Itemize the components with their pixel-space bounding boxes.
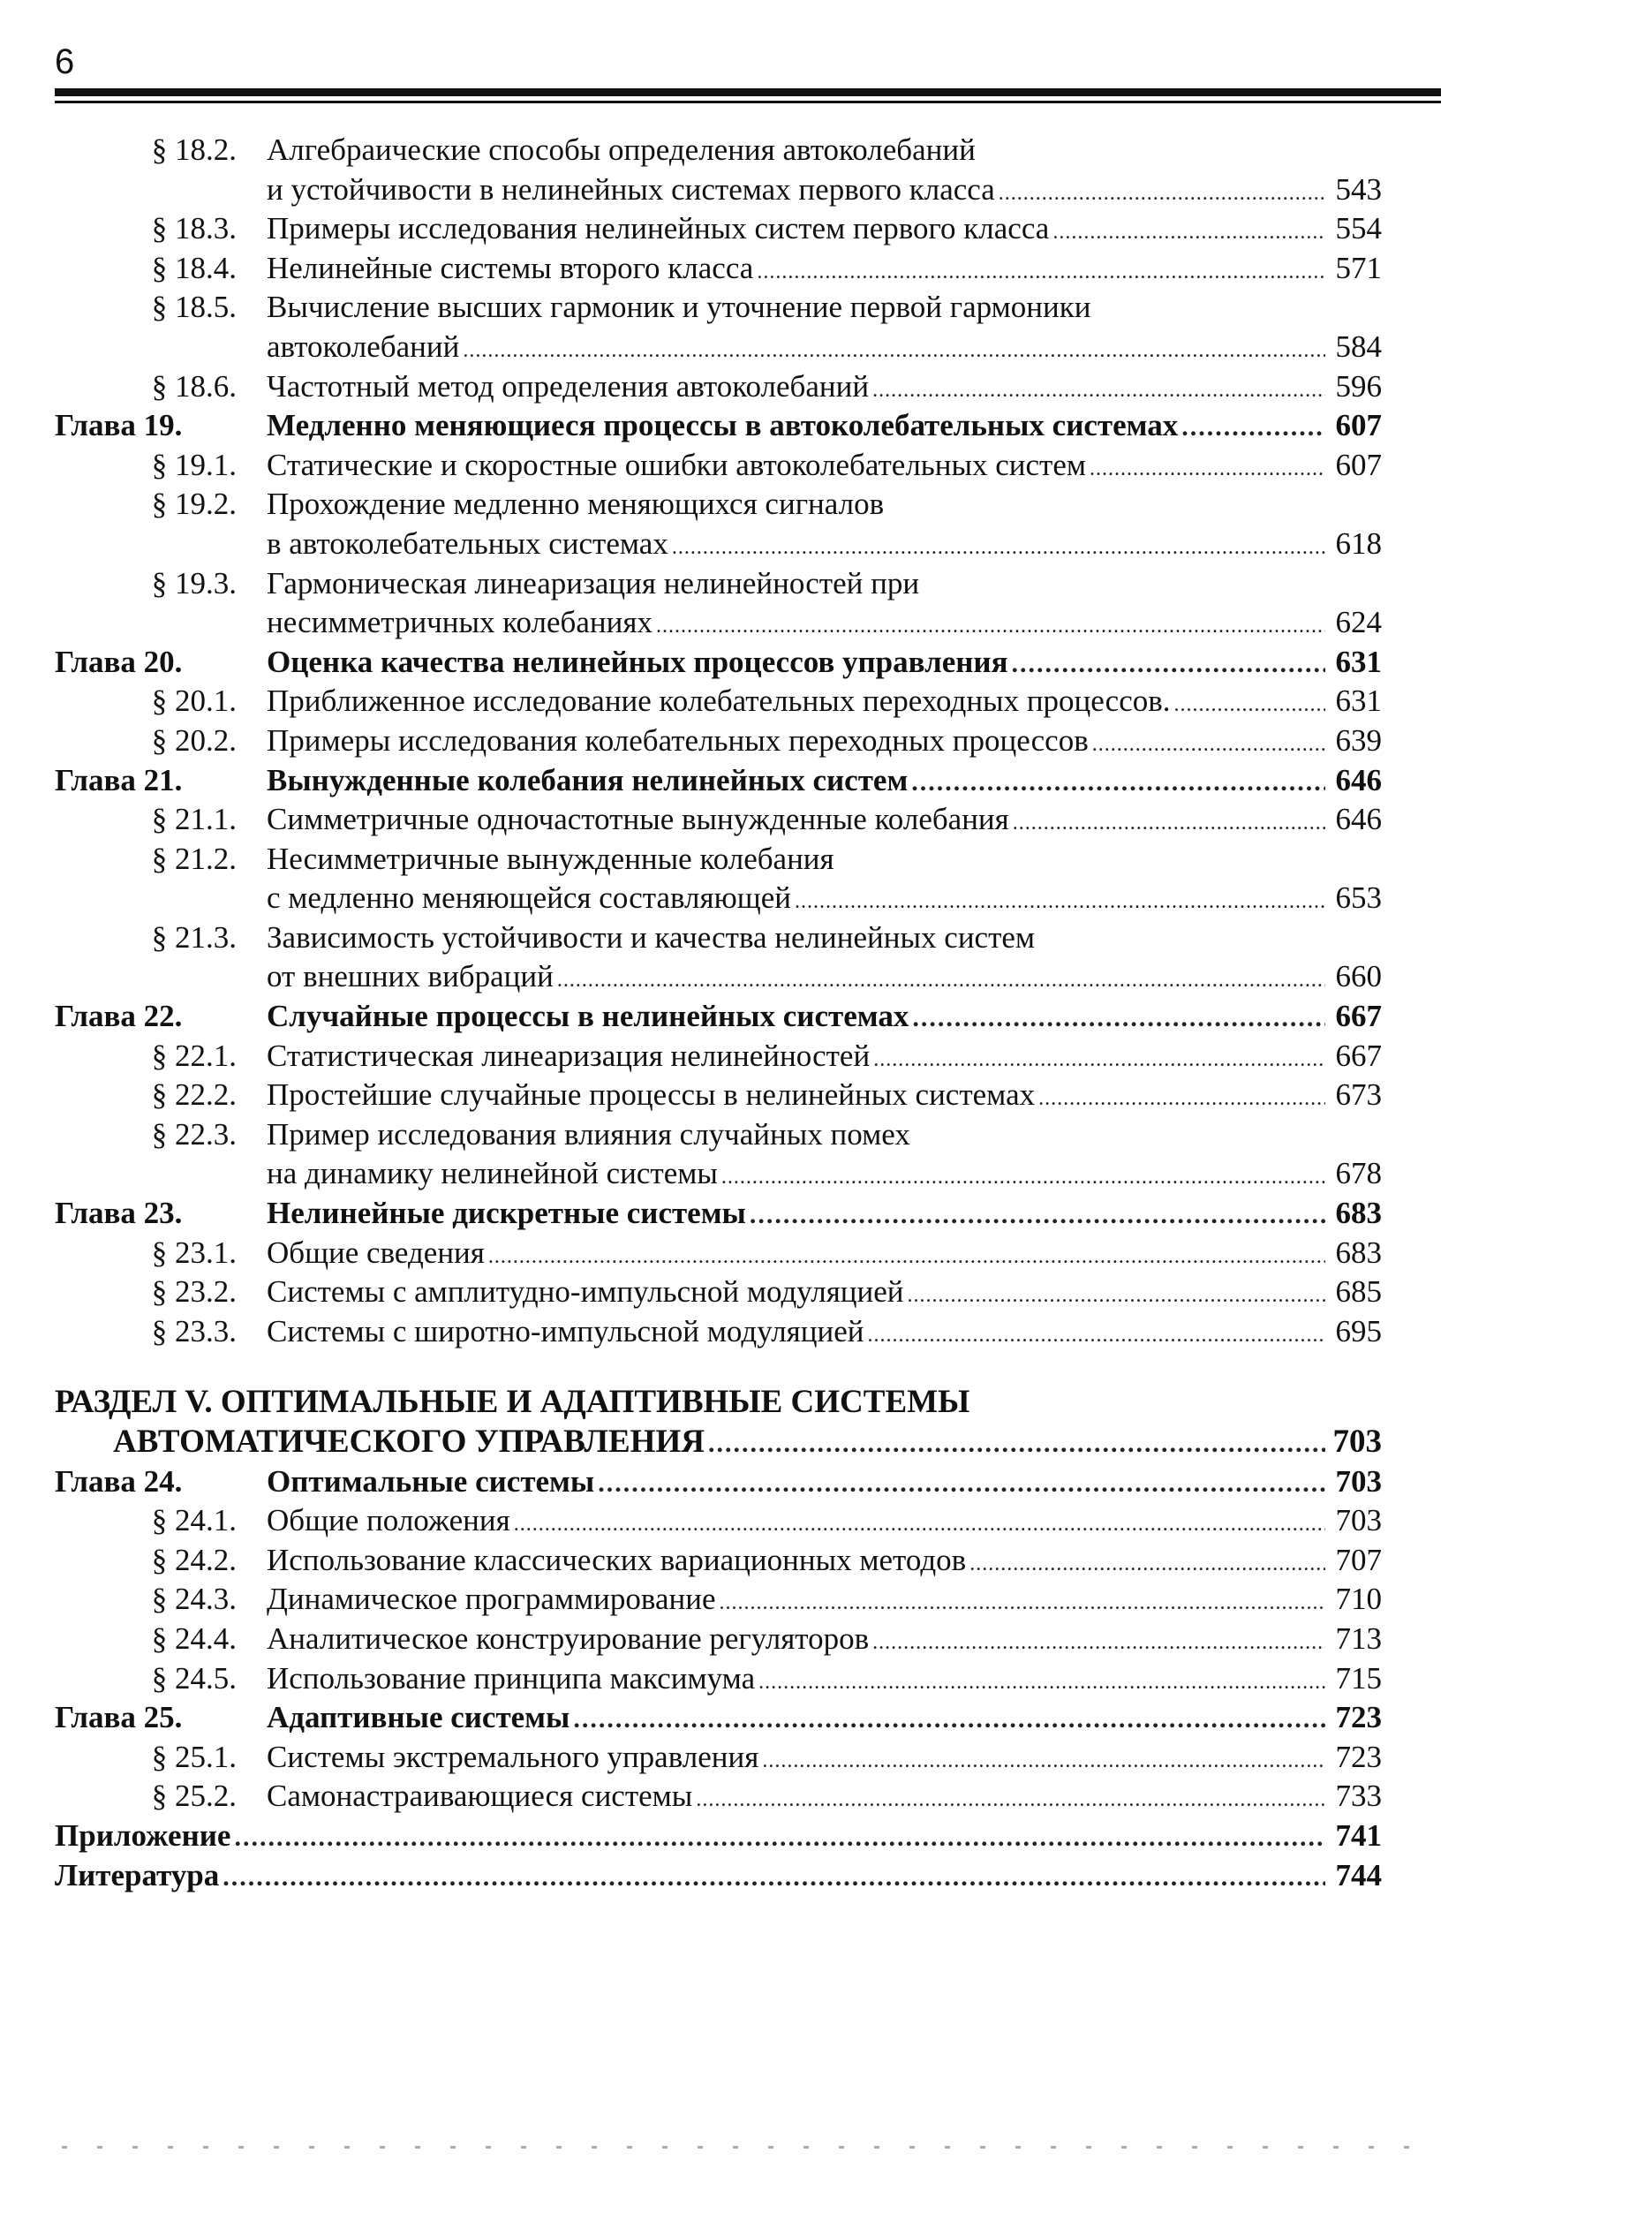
section-number: § 24.3.	[151, 1582, 237, 1617]
scan-noise-line	[62, 2146, 1439, 2149]
section-title: несимметричных колебаниях	[267, 605, 653, 640]
chapter-entry[interactable]	[55, 643, 1382, 683]
toc-entry-line[interactable]	[55, 1659, 1382, 1699]
dot-leader	[969, 1545, 1325, 1584]
section-title: Статистическая линеаризация нелинейностей	[267, 1038, 871, 1073]
section-title: на динамику нелинейной системы	[267, 1156, 718, 1191]
section-number: § 18.5.	[151, 290, 237, 325]
section-title: Использование классических вариационных методов	[267, 1542, 967, 1577]
section-title: и устойчивости в нелинейных системах первого класса	[267, 171, 995, 207]
toc-entry-line[interactable]	[55, 170, 1382, 210]
section-number: § 22.2.	[151, 1077, 237, 1113]
page-ref: 607	[1335, 408, 1382, 443]
dot-leader	[719, 1583, 1325, 1623]
dot-leader	[1013, 804, 1325, 843]
dot-leader	[1012, 645, 1325, 684]
toc-entry-line[interactable]	[55, 1777, 1382, 1817]
section-title: Общие сведения	[267, 1235, 485, 1270]
section-number: § 25.2.	[151, 1779, 237, 1814]
toc-entry-line[interactable]	[55, 485, 1382, 525]
page-ref: 646	[1335, 802, 1382, 837]
toc-entry-line[interactable]	[55, 1037, 1382, 1076]
dot-leader	[708, 1424, 1325, 1464]
page-ref: 703	[1335, 1463, 1382, 1499]
chapter-number: Глава 24.	[55, 1463, 183, 1499]
page-ref: 744	[1335, 1857, 1382, 1892]
dot-leader	[758, 1663, 1325, 1703]
page-ref: 703	[1332, 1424, 1382, 1460]
section-title: Зависимость устойчивости и качества нелинейных систем	[267, 919, 1036, 955]
section-number: § 24.4.	[151, 1620, 237, 1656]
section-number: § 24.1.	[151, 1503, 237, 1538]
chapter-number: Глава 22.	[55, 999, 183, 1034]
dot-leader	[1038, 1079, 1325, 1119]
dot-leader	[223, 1858, 1325, 1898]
toc-entry-line[interactable]	[55, 328, 1382, 367]
dot-leader	[757, 253, 1325, 292]
chapter-title: Медленно меняющиеся процессы в автоколебательных системах	[267, 408, 1179, 443]
toc-entry-line[interactable]	[55, 1234, 1382, 1273]
section-number: § 23.2.	[151, 1274, 237, 1310]
section-title: Системы с широтно-импульсной модуляцией	[267, 1313, 864, 1348]
page-ref: 646	[1335, 762, 1382, 797]
literature-entry[interactable]	[55, 1856, 1382, 1896]
dot-leader	[514, 1505, 1325, 1545]
dot-leader	[750, 1196, 1325, 1235]
dot-leader	[573, 1700, 1325, 1740]
chapter-entry[interactable]	[55, 406, 1382, 446]
chapter-title: Вынужденные колебания нелинейных систем	[267, 762, 909, 797]
page-ref: 703	[1335, 1503, 1382, 1538]
section-number: § 21.1.	[151, 802, 237, 837]
section-number: § 18.2.	[151, 132, 237, 167]
chapter-title: Адаптивные системы	[267, 1700, 570, 1735]
chapter-title: Оптимальные системы	[267, 1463, 595, 1499]
section-number: § 24.5.	[151, 1660, 237, 1696]
section-number: § 24.2.	[151, 1542, 237, 1577]
section-title: автоколебаний	[267, 329, 460, 364]
dot-leader	[873, 1040, 1325, 1080]
page-ref: 673	[1335, 1077, 1382, 1113]
chapter-title: Оценка качества нелинейных процессов управления	[267, 644, 1008, 679]
dot-leader	[672, 528, 1325, 568]
section-number: § 21.2.	[151, 841, 237, 876]
section-title: Несимметричные вынужденные колебания	[267, 841, 834, 876]
section-title: Статические и скоростные ошибки автоколебательных систем	[267, 447, 1087, 482]
toc-entry-line[interactable]	[55, 564, 1382, 604]
section-title: Примеры исследования нелинейных систем первого класса	[267, 211, 1050, 246]
page-ref: 660	[1335, 959, 1382, 994]
chapter-number: Глава 23.	[55, 1196, 183, 1231]
page-ref: 695	[1335, 1313, 1382, 1348]
page-ref: 618	[1335, 525, 1382, 561]
section-title: Примеры исследования колебательных переходных процессов	[267, 722, 1089, 758]
page-ref: 723	[1335, 1700, 1382, 1735]
page-ref: 723	[1335, 1739, 1382, 1774]
dot-leader	[557, 961, 1325, 1001]
dot-leader	[867, 1316, 1325, 1356]
dot-leader	[872, 1623, 1325, 1663]
part-title-line-2[interactable]	[55, 1423, 1382, 1462]
page-ref: 653	[1335, 880, 1382, 916]
section-number: § 23.1.	[151, 1235, 237, 1270]
toc-entry-line[interactable]	[55, 1273, 1382, 1312]
page-ref: 607	[1335, 447, 1382, 482]
spacer	[55, 1351, 1382, 1383]
section-number: § 19.1.	[151, 447, 237, 482]
page-ref: 639	[1335, 722, 1382, 758]
page-ref: 710	[1335, 1582, 1382, 1617]
dot-leader	[488, 1237, 1325, 1277]
page-ref: 554	[1335, 211, 1382, 246]
section-title: Системы с амплитудно-импульсной модуляцией	[267, 1274, 904, 1310]
toc-entry-line[interactable]	[55, 603, 1382, 643]
section-number: § 19.2.	[151, 487, 237, 522]
section-title: Гармоническая линеаризация нелинейностей при	[267, 565, 920, 601]
dot-leader	[721, 1158, 1325, 1197]
toc-entry-line[interactable]	[55, 800, 1382, 840]
page-ref: 707	[1335, 1542, 1382, 1577]
toc-entry-line[interactable]	[55, 840, 1382, 880]
section-title: Алгебраические способы определения автоколебаний	[267, 132, 976, 167]
section-number: § 22.3.	[151, 1116, 237, 1152]
dot-leader	[234, 1818, 1325, 1858]
chapter-number: Глава 25.	[55, 1700, 183, 1735]
toc-entry-line[interactable]	[55, 131, 1382, 170]
page-number: 6	[55, 42, 75, 81]
dot-leader	[656, 607, 1325, 646]
section-number: § 18.4.	[151, 250, 237, 285]
section-title: от внешних вибраций	[267, 959, 554, 994]
section-number: § 25.1.	[151, 1739, 237, 1774]
section-title: Простейшие случайные процессы в нелинейных системах	[267, 1077, 1036, 1113]
header-rule-thick	[55, 88, 1441, 96]
toc-entry-line[interactable]	[55, 1620, 1382, 1659]
dot-leader	[911, 763, 1325, 803]
chapter-entry[interactable]	[55, 761, 1382, 801]
chapter-entry[interactable]	[55, 1698, 1382, 1738]
chapter-number: Глава 21.	[55, 762, 183, 797]
chapter-entry[interactable]	[55, 1194, 1382, 1234]
toc-entry-line[interactable]	[55, 1541, 1382, 1581]
chapter-title: Случайные процессы в нелинейных системах	[267, 999, 909, 1034]
section-number: § 21.3.	[151, 919, 237, 955]
part-title: РАЗДЕЛ V. ОПТИМАЛЬНЫЕ И АДАПТИВНЫЕ СИСТЕМЫ	[55, 1384, 970, 1421]
toc-entry-line[interactable]	[55, 1580, 1382, 1620]
section-number: § 20.1.	[151, 684, 237, 719]
section-title: Частотный метод определения автоколебаний	[267, 368, 870, 404]
toc-entry-line[interactable]	[55, 525, 1382, 564]
chapter-title: Нелинейные дискретные системы	[267, 1196, 746, 1231]
section-title: Динамическое программирование	[267, 1582, 716, 1617]
chapter-number: Глава 20.	[55, 644, 183, 679]
toc-entry-line[interactable]	[55, 1115, 1382, 1155]
toc-entry-line[interactable]	[55, 1076, 1382, 1115]
dot-leader	[912, 999, 1325, 1039]
section-number: § 18.3.	[151, 211, 237, 246]
section-title: Общие положения	[267, 1503, 510, 1538]
toc-entry-line[interactable]	[55, 367, 1382, 407]
toc-entry-line[interactable]	[55, 1738, 1382, 1778]
section-title: Системы экстремального управления	[267, 1739, 759, 1774]
dot-leader	[999, 174, 1325, 214]
dot-leader	[463, 331, 1325, 371]
page-ref: 713	[1335, 1620, 1382, 1656]
chapter-number: Глава 19.	[55, 408, 183, 443]
page-ref: 631	[1335, 644, 1382, 679]
section-title: в автоколебательных системах	[267, 525, 668, 561]
dot-leader	[795, 882, 1325, 922]
section-number: § 20.2.	[151, 722, 237, 758]
dot-leader	[1090, 449, 1325, 489]
toc-entry-line[interactable]	[55, 288, 1382, 328]
dot-leader	[1052, 213, 1325, 253]
page-ref: 584	[1335, 329, 1382, 364]
section-title: Приближенное исследование колебательных переходных процессов.	[267, 684, 1171, 719]
toc-entry-line[interactable]	[55, 957, 1382, 997]
section-title: Аналитическое конструирование регуляторов	[267, 1620, 870, 1656]
page-ref: 596	[1335, 368, 1382, 404]
section-title: Использование принципа максимума	[267, 1660, 756, 1696]
chapter-entry[interactable]	[55, 997, 1382, 1037]
section-title: Вычисление высших гармоник и уточнение первой гармоники	[267, 290, 1091, 325]
dot-leader	[1092, 725, 1325, 765]
part-title-line-1[interactable]	[55, 1383, 1382, 1423]
dot-leader	[696, 1780, 1325, 1820]
page-ref: 685	[1335, 1274, 1382, 1310]
section-title: Нелинейные системы второго класса	[267, 250, 754, 285]
section-number: § 23.3.	[151, 1313, 237, 1348]
page-ref: 543	[1335, 171, 1382, 207]
toc-entry-line[interactable]	[55, 1501, 1382, 1541]
toc-entry-line[interactable]	[55, 879, 1382, 918]
toc-entry-line[interactable]	[55, 446, 1382, 486]
part-title: АВТОМАТИЧЕСКОГО УПРАВЛЕНИЯ	[113, 1424, 705, 1460]
toc-entry-line[interactable]	[55, 918, 1382, 958]
dot-leader	[1174, 685, 1325, 725]
chapter-entry[interactable]	[55, 1462, 1382, 1502]
dot-leader	[598, 1464, 1325, 1504]
page-ref: 715	[1335, 1660, 1382, 1696]
section-title: Симметричные одночастотные вынужденные колебания	[267, 802, 1009, 837]
section-title: Самонастраивающиеся системы	[267, 1779, 693, 1814]
table-of-contents	[55, 131, 1382, 1895]
section-title: с медленно меняющейся составляющей	[267, 880, 791, 916]
toc-entry-line[interactable]	[55, 721, 1382, 761]
entry-title: Приложение	[55, 1817, 231, 1853]
page-ref: 683	[1335, 1235, 1382, 1270]
toc-entry-line[interactable]	[55, 249, 1382, 289]
page-ref: 631	[1335, 684, 1382, 719]
toc-entry-line[interactable]	[55, 1312, 1382, 1352]
page-ref: 678	[1335, 1156, 1382, 1191]
dot-leader	[1181, 408, 1325, 448]
page-ref: 571	[1335, 250, 1382, 285]
dot-leader	[762, 1741, 1325, 1781]
dot-leader	[872, 371, 1325, 411]
page-ref: 667	[1335, 999, 1382, 1034]
dot-leader	[908, 1276, 1325, 1316]
section-number: § 18.6.	[151, 368, 237, 404]
header-rule-thin	[55, 101, 1441, 103]
section-title: Пример исследования влияния случайных помех	[267, 1116, 910, 1152]
page-ref: 733	[1335, 1779, 1382, 1814]
section-title: Прохождение медленно меняющихся сигналов	[267, 487, 885, 522]
section-number: § 19.3.	[151, 565, 237, 601]
toc-entry-line[interactable]	[55, 209, 1382, 249]
page-ref: 667	[1335, 1038, 1382, 1073]
page-ref: 683	[1335, 1196, 1382, 1231]
toc-entry-line[interactable]	[55, 1154, 1382, 1194]
entry-title: Литература	[55, 1857, 220, 1892]
toc-entry-line[interactable]	[55, 682, 1382, 721]
page-ref: 624	[1335, 605, 1382, 640]
page-ref: 741	[1335, 1817, 1382, 1853]
appendix-entry[interactable]	[55, 1817, 1382, 1856]
section-number: § 22.1.	[151, 1038, 237, 1073]
